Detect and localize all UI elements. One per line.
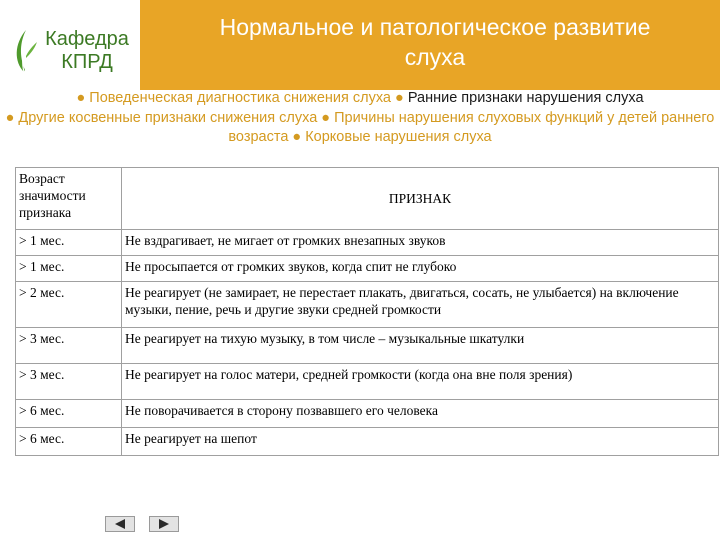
header-sign: ПРИЗНАК <box>122 168 719 230</box>
table-row <box>16 282 719 328</box>
table-row <box>16 428 719 456</box>
sign-cell: Не вздрагивает, не мигает от громких внезапных звуков <box>122 230 719 256</box>
age-cell: > 3 мес. <box>16 364 122 400</box>
age-cell: > 1 мес. <box>16 256 122 282</box>
nav-link-behavioral[interactable]: Поведенческая диагностика снижения слуха <box>89 90 391 106</box>
logo <box>0 0 141 90</box>
bullet: ● <box>321 109 331 126</box>
bullet: ● <box>395 90 404 106</box>
nav-link-indirect-signs[interactable]: Другие косвенные признаки снижения слуха <box>18 109 318 126</box>
table-row <box>16 328 719 364</box>
next-slide-button[interactable] <box>149 516 179 532</box>
bullet: ● <box>292 129 302 145</box>
arrow-right-icon <box>158 519 170 529</box>
sign-cell: Не просыпается от громких звуков, когда спит не глубоко <box>122 256 719 282</box>
age-cell: > 3 мес. <box>16 328 122 364</box>
age-cell: > 6 мес. <box>16 400 122 428</box>
logo-text <box>38 28 136 74</box>
age-cell: > 1 мес. <box>16 230 122 256</box>
nav-link-causes[interactable]: Причины нарушения слуховых функций у детей раннего возраста <box>228 109 715 145</box>
sign-cell: Не поворачивается в сторону позвавшего его человека <box>122 400 719 428</box>
topic-nav <box>0 89 720 148</box>
sign-cell: Не реагирует на тихую музыку, в том числе – музыкальные шкатулки <box>122 328 719 364</box>
age-cell: > 2 мес. <box>16 282 122 328</box>
signs-table <box>15 167 719 456</box>
table-row <box>16 400 719 428</box>
logo-line2: КПРД <box>61 51 113 73</box>
leaf-icon <box>8 26 38 74</box>
age-cell: > 6 мес. <box>16 428 122 456</box>
arrow-left-icon <box>114 519 126 529</box>
table-header-row <box>16 168 719 230</box>
bullet: ● <box>76 90 86 106</box>
table-row <box>16 230 719 256</box>
page-title <box>180 12 690 72</box>
bullet: ● <box>5 109 15 126</box>
sign-cell: Не реагирует (не замирает, не перестает плакать, двигаться, сосать, не улыбается) на включение музыки, пение, речь и другие звуки средней громкости <box>122 282 719 328</box>
table-row <box>16 364 719 400</box>
table-row <box>16 256 719 282</box>
header-age: Возраст значимости признака <box>16 168 122 230</box>
title-line2: слуха <box>404 44 466 70</box>
header-banner <box>140 0 720 90</box>
title-line1: Нормальное и патологическое развитие <box>219 14 651 40</box>
nav-link-cortical[interactable]: Корковые нарушения слуха <box>305 129 492 145</box>
prev-slide-button[interactable] <box>105 516 135 532</box>
nav-link-early-signs[interactable]: Ранние признаки нарушения слуха <box>407 90 644 106</box>
logo-line1: Кафедра <box>45 28 129 50</box>
slide-navigation <box>105 516 189 534</box>
sign-cell: Не реагирует на шепот <box>122 428 719 456</box>
sign-cell: Не реагирует на голос матери, средней громкости (когда она вне поля зрения) <box>122 364 719 400</box>
